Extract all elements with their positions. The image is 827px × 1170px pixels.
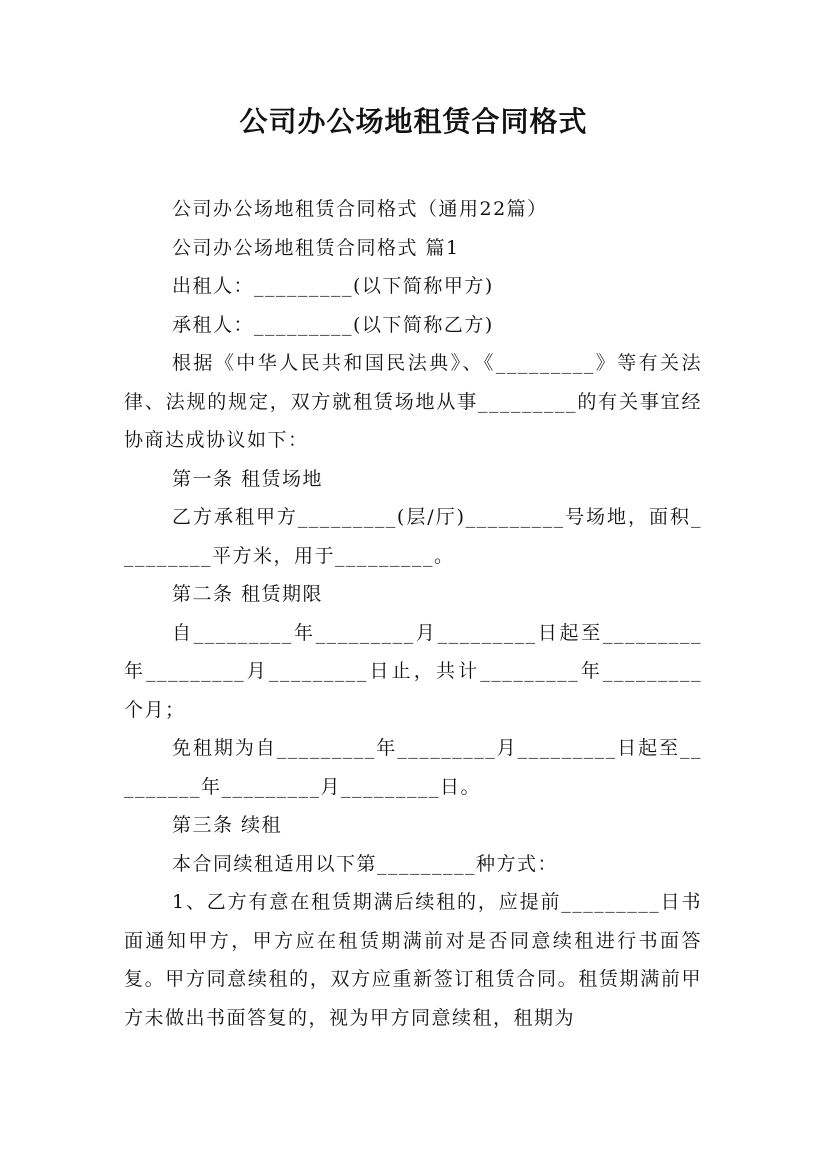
document-body: [124, 190, 702, 1037]
section-heading: 公司办公场地租赁合同格式 篇1: [172, 236, 460, 259]
preamble-paragraph: 根据《中华人民共和国民法典》、《_________》等有关法律、法规的规定，双方就租赁场地从事_________的有关事宜经协商达成协议如下：: [124, 352, 702, 451]
body-paragraph: 本合同续租适用以下第_________种方式：: [172, 852, 559, 875]
body-paragraph: 1、乙方有意在租赁期满后续租的，应提前_________日书面通知甲方，甲方应在租赁期满前对是否同意续租进行书面答复。甲方同意续租的，双方应重新签订租赁合同。租赁期满前甲方未做出书面答复的，视为甲方同意续租，租期为: [124, 891, 702, 1029]
body-paragraph: 乙方承租甲方_________(层/厅)_________号场地，面积_________平方米，用于_________。: [124, 506, 702, 567]
article-heading: 第三条 续租: [172, 814, 283, 836]
article-heading: 第二条 租赁期限: [172, 583, 324, 605]
document-title: 公司办公场地租赁合同格式: [239, 105, 588, 138]
body-paragraph: 自_________年_________月_________日起至_________年_________月_________日止，共计_________年_________个月；: [124, 621, 702, 721]
article-heading: 第一条 租赁场地: [172, 467, 324, 490]
lessee-line: 承租人：_________(以下简称乙方): [172, 313, 494, 336]
body-paragraph: 免租期为自_________年_________月_________日起至_________年_________月_________日。: [124, 737, 702, 798]
subtitle-paragraph: 公司办公场地租赁合同格式（通用22篇）: [172, 198, 548, 220]
lessor-line: 出租人：_________(以下简称甲方): [172, 275, 494, 297]
